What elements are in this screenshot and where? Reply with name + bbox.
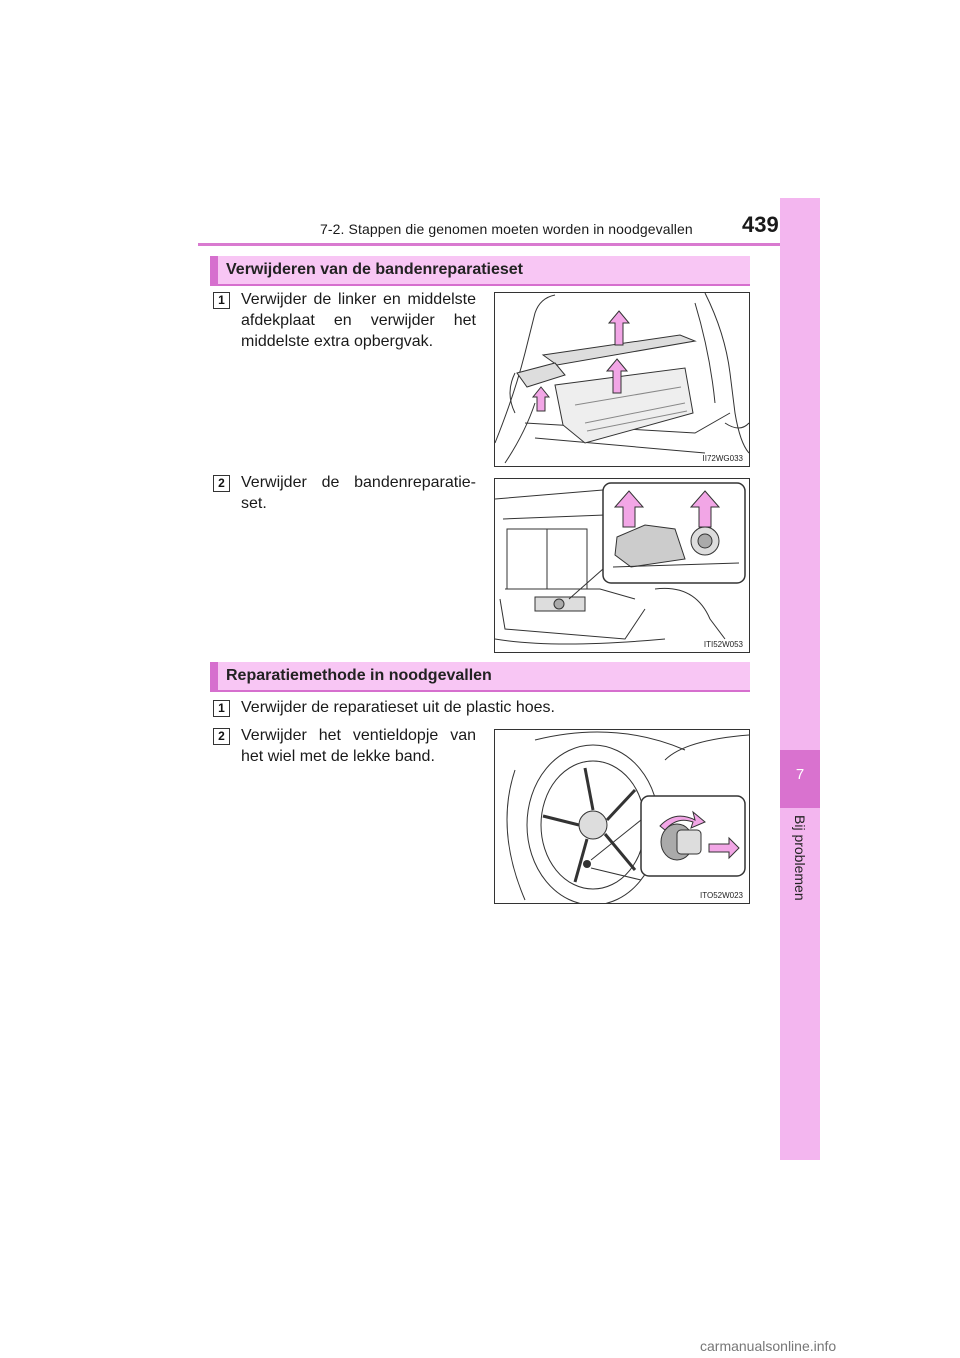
chapter-tab-strip <box>780 198 820 1160</box>
section-title: Verwijderen van de bandenreparatieset <box>226 261 524 278</box>
step-text: Verwijder de reparatieset uit de plastic hoes. <box>241 699 555 716</box>
step-number-box: 2 <box>213 728 230 745</box>
header-divider <box>198 243 820 246</box>
step-text: Verwijder het ventieldopje van het wiel met de lekke band. <box>241 727 476 765</box>
figure-trunk-covers <box>494 292 750 467</box>
section-title: Reparatiemethode in noodgevallen <box>226 667 492 684</box>
wheel-illustration <box>495 730 749 903</box>
trunk-kit-illustration <box>495 479 749 652</box>
figure-code: II72WG033 <box>702 454 743 463</box>
chapter-title <box>780 815 820 935</box>
section-header-removal <box>210 256 750 286</box>
step-number-box: 1 <box>213 700 230 717</box>
figure-repair-kit-location <box>494 478 750 653</box>
step-text: Verwijder de bandenreparatie-set. <box>241 474 476 512</box>
step-number-box: 1 <box>213 292 230 309</box>
chapter-number: 7 <box>795 766 805 783</box>
step-number-box: 2 <box>213 475 230 492</box>
chapter-title-text: Bij problemen <box>792 815 808 901</box>
figure-valve-cap <box>494 729 750 904</box>
figure-code: ITO52W023 <box>700 891 743 900</box>
page-number: 439 <box>742 212 779 237</box>
trunk-illustration <box>495 293 749 466</box>
section-header-repair-method <box>210 662 750 692</box>
figure-code: ITI52W053 <box>703 640 743 649</box>
step-text: Verwijder de linker en middelste afdekplaat en verwijder het middelste extra opbergvak. <box>241 291 476 350</box>
header-section-title: 7-2. Stappen die genomen moeten worden in noodgevallen <box>320 221 693 237</box>
watermark: carmanualsonline.info <box>700 1338 837 1354</box>
